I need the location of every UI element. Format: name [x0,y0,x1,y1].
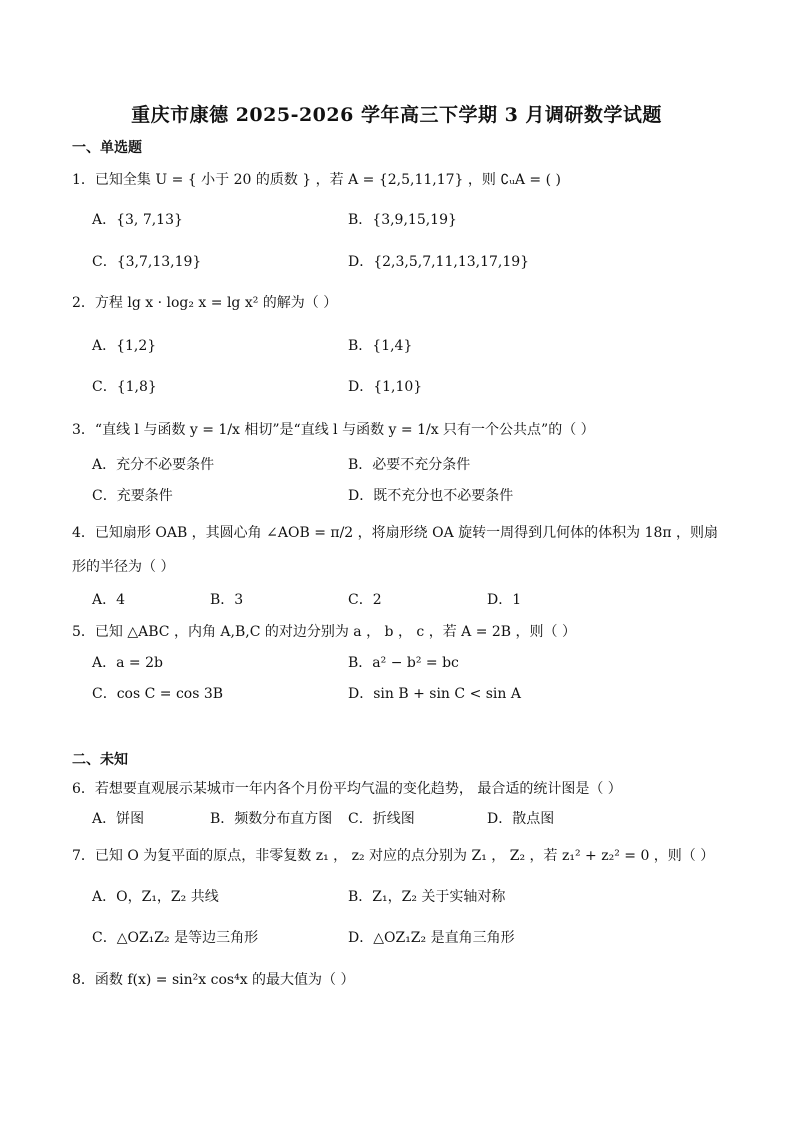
question-3-option-d: D．既不充分也不必要条件 [348,488,514,504]
question-7-option-d: D．△OZ₁Z₂ 是直角三角形 [348,930,515,946]
question-5-option-d: D．sin B + sin C < sin A [348,686,521,702]
question-3-stem: 3．“直线 l 与函数 y = 1/x 相切”是“直线 l 与函数 y = 1/x 只有一个公共点”的（ ） [72,422,595,438]
question-1-option-d: D．{2,3,5,7,11,13,17,19} [348,254,530,270]
question-4-option-a: A．4 [92,592,126,608]
question-5-option-a: A．a = 2b [92,655,163,671]
question-7-option-c: C．△OZ₁Z₂ 是等边三角形 [92,930,259,946]
question-7-option-b: B．Z₁，Z₂ 关于实轴对称 [348,889,506,905]
question-6-option-c: C．折线图 [348,811,415,827]
section-heading-unknown: 二、未知 [72,752,128,768]
question-5-option-c: C．cos C = cos 3B [92,686,224,702]
question-1-option-c: C．{3,7,13,19} [92,254,202,270]
question-1-option-b: B．{3,9,15,19} [348,212,457,228]
question-4-option-b: B．3 [210,592,244,608]
question-5-stem: 5．已知 △ABC ，内角 A,B,C 的对边分别为 a ， b ， c ，若 A = 2B ，则（ ） [72,624,576,640]
question-3-option-a: A．充分不必要条件 [92,457,215,473]
question-7-option-a: A．O，Z₁，Z₂ 共线 [92,889,219,905]
question-1-stem: 1．已知全集 U = { 小于 20 的质数 } ，若 A = {2,5,11,17} ，则 ∁ᵤA = ( ) [72,172,561,188]
question-4-option-d: D．1 [487,592,522,608]
question-6-stem: 6．若想要直观展示某城市一年内各个月份平均气温的变化趋势， 最合适的统计图是（ ） [72,781,622,797]
question-2-option-c: C．{1,8} [92,379,157,395]
question-4-stem: 4．已知扇形 OAB ，其圆心角 ∠AOB = π/2 ，将扇形绕 OA 旋转一周得到几何体的体积为 18π ，则扇 [72,525,719,541]
question-3-option-b: B．必要不充分条件 [348,457,471,473]
page-title: 重庆市康德 2025-2026 学年高三下学期 3 月调研数学试题 [131,104,662,126]
question-6-option-b: B．频数分布直方图 [210,811,333,827]
section-heading-single-choice: 一、单选题 [72,140,142,156]
question-5-option-b: B．a² − b² = bc [348,655,459,671]
question-4-option-c: C．2 [348,592,382,608]
question-2-option-d: D．{1,10} [348,379,423,395]
question-8-stem: 8．函数 f(x) = sin²x cos⁴x 的最大值为（ ） [72,972,355,988]
question-7-stem: 7．已知 O 为复平面的原点，非零复数 z₁ ， z₂ 对应的点分别为 Z₁ ， Z₂ ，若 z₁² + z₂² = 0 ，则（ ） [72,848,715,864]
question-6-option-d: D．散点图 [487,811,555,827]
question-2-option-a: A．{1,2} [92,338,157,354]
question-1-option-a: A．{3, 7,13} [92,212,183,228]
question-4-stem: 形的半径为（ ） [72,559,175,575]
question-2-option-b: B．{1,4} [348,338,413,354]
question-2-stem: 2．方程 lg x · log₂ x = lg x² 的解为（ ） [72,295,338,311]
question-6-option-a: A．饼图 [92,811,145,827]
question-3-option-c: C．充要条件 [92,488,173,504]
